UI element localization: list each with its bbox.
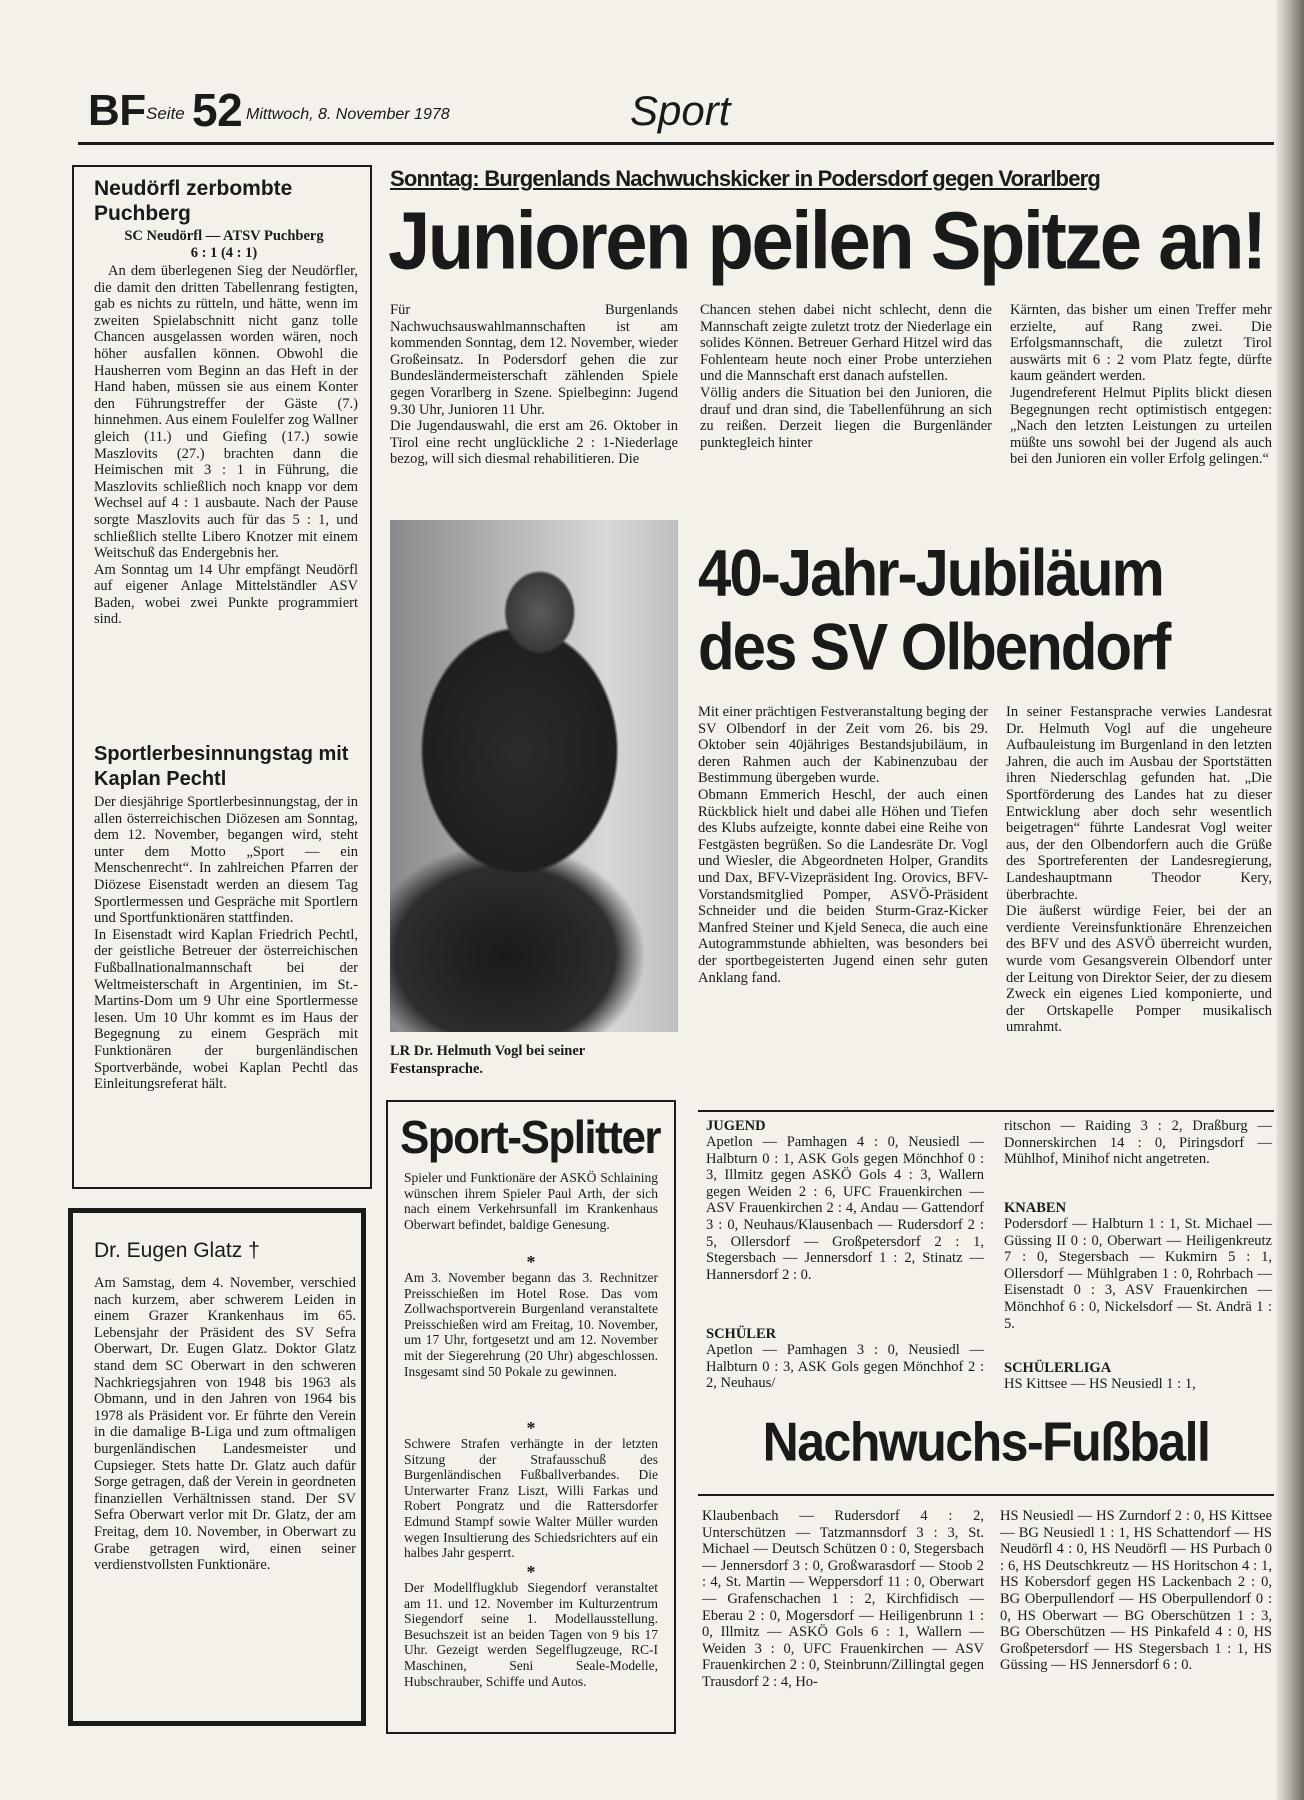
results-schueler: Apetlon — Pamhagen 3 : 0, Neusiedl — Halbturn 0 : 3, ASK Gols gegen Mönchhof 2 : 2, Neuhaus/	[706, 1342, 984, 1392]
results-top-rule	[698, 1110, 1274, 1112]
masthead-logo: BF	[88, 86, 146, 135]
splitter-separator-2: *	[526, 1418, 536, 1438]
jubilaeum-headline-1: 40-Jahr-Jubiläum	[698, 536, 1163, 610]
photo-caption: LR Dr. Helmuth Vogl bei seiner Festansprache.	[390, 1043, 585, 1077]
besinnung-title: Sportlerbesinnungstag mit Kaplan Pechtl	[94, 743, 349, 790]
junioren-col2: Chancen stehen dabei nicht schlecht, denn die Mannschaft zeigte zuletzt trotz der Niederlage ein solides Können. Betreuer Gerhard Hitzel wird das Fohlenteam heute noch einer Probe unterziehen und die Mannschaft erst danach aufstellen. Völlig anders die Situation bei den Junioren, die drauf und dran sind, die Tabellenführung an sich zu reißen. Derzeit liegen die Burgenländer punktegleich hinter	[700, 302, 992, 451]
splitter-separator-3: *	[526, 1562, 536, 1582]
masthead-page-label: Seite	[146, 104, 185, 123]
neudoerfl-match: SC Neudörfl — ATSV Puchberg	[124, 228, 324, 244]
results-schuelerliga-label: SCHÜLERLIGA	[1004, 1360, 1112, 1376]
page-edge	[1276, 0, 1304, 1800]
masthead-date: Mittwoch, 8. November 1978	[246, 106, 450, 123]
results-bottom-col1: Klaubenbach — Rudersdorf 4 : 2, Unterschützen — Tatzmannsdorf 3 : 3, St. Michael — Deutsch Schützen 0 : 0, Stegersbach — Jennersdorf 3 : 0, Großwarasdorf — Stoob 2 : 4, St. Martin — Weppersdorf 11 : 0, Oberwart — Grafenschachen 1 : 2, Kirchfidisch — Eberau 2 : 0, Mogersdorf — Heiligenbrunn 1 : 0, Illmitz — ASKÖ Gols 6 : 1, Wallern — Weiden 3 : 0, UFC Frauenkirchen — ASV Frauenkirchen 2 : 0, Steinbrunn/Zillingtal gegen Trausdorf 2 : 4, Ho-	[702, 1508, 984, 1690]
masthead-page-number: 52	[192, 84, 243, 136]
results-schueler-label: SCHÜLER	[706, 1326, 777, 1342]
glatz-title: Dr. Eugen Glatz †	[94, 1239, 260, 1262]
neudoerfl-body: An dem überlegenen Sieg der Neudörfler, die damit den dritten Tabellenrang festigten, gab es nichts zu rütteln, und hätte, wenn im zweiten Spielabschnitt nicht ganz tolle Chancen ausgelassen worden wären, noch höher ausfallen können. Obwohl die Hausherren vom Beginn an das Heft in der Hand haben, müssen sie aus einem Konter den Führungstreffer der Gäste (7.) hinnehmen. Aus einem Foulelfer zog Wallner gleich (11.) und Giefing (17.) sowie Maszlovits (27.) brachten dann die Heimischen mit 3 : 1 in Führung, die Maszlovits schließlich noch knapp vor dem Wechsel auf 4 : 1 ausbaute. Nach der Pause sorgte Maszlovits auch für das 5 : 1, und schließlich stellte Libero Knotzer mit einem Weitschuß das Endergebnis her. Am Sonntag um 14 Uhr empfängt Neudörfl auf eigener Anlage Mittelständler ASV Baden, wobei zwei Punkte programmiert sind.	[94, 263, 358, 628]
neudoerfl-title: Neudörfl zerbombte Puchberg	[94, 177, 293, 225]
results-bottom-col2: HS Neusiedl — HS Zurndorf 2 : 0, HS Kittsee — BG Neusiedl 1 : 1, HS Schattendorf — HS Neudörfl 4 : 0, HS Neudörfl — HS Purbach 0 : 6, HS Deutschkreutz — HS Horitschon 4 : 1, HS Kobersdorf gegen HS Lackenbach 2 : 0, BG Oberpullendorf — HS Oberpullendorf 0 : 0, HS Oberwart — BG Oberschützen 1 : 3, BG Oberschützen — HS Pinkafeld 4 : 0, HS Großpetersdorf — HS Stegersbach 1 : 1, HS Güssing — HS Jennersdorf 6 : 0.	[1000, 1508, 1272, 1674]
neudoerfl-score: 6 : 1 (4 : 1)	[190, 245, 258, 261]
splitter-p3: Schwere Strafen verhängte in der letzten Sitzung der Strafausschuß des Burgenländischen Fußballverbandes. Die Unterwarter Franz Liszt, Willi Farkas und Robert Pongratz und die Rattersdorfer Edmund Stampf sowie Walter Müller wurden wegen Insultierung des Schiedsrichters auf ein halbes Jahr gesperrt.	[404, 1436, 658, 1561]
photo-vogl	[390, 520, 678, 1032]
results-knaben: Podersdorf — Halbturn 1 : 1, St. Michael — Güssing II 0 : 0, Oberwart — Heiligenkreutz 7 : 0, Stegersbach — Kukmirn 5 : 1, Ollersdorf — Mühlgraben 1 : 0, Rohrbach — Eisenstadt 0 : 3, ASV Frauenkirchen — Mönchhof 6 : 0, Nickelsdorf — St. Andrä 1 : 5.	[1004, 1216, 1272, 1332]
nachwuchs-rule	[698, 1494, 1274, 1496]
jubilaeum-col1: Mit einer prächtigen Festveranstaltung beging der SV Olbendorf in der Zeit vom 26. bis 29. Oktober sein 40jähriges Bestandsjubiläum, in deren Rahmen auch der Kabinenzubau der Bestimmung übergeben wurde. Obmann Emmerich Heschl, der auch einen Rückblick hielt und dabei alle Höhen und Tiefen des Klubs aufzeigte, konnte dabei eine Reihe von Festgästen begrüßen. So die Landesräte Dr. Vogl und Wiesler, die Abgeordneten Holper, Grandits und Dax, BFV-Vizepräsident Ing. Orovics, BFV-Vorstandsmitglied Pomper, ASVÖ-Präsident Schneider und die beiden Sturm-Graz-Kicker Manfred Steiner und Kjeld Seneca, die auch eine Autogrammstunde abhielten, was besonders bei der sportbegeisterten Jugend einen sehr guten Anklang fand.	[698, 704, 988, 986]
jubilaeum-headline-2: des SV Olbendorf	[698, 610, 1170, 684]
splitter-p2: Am 3. November begann das 3. Rechnitzer Preisschießen im Hotel Rose. Das vom Zollwachsportverein Burgenland veranstaltete Preisschießen wird am Freitag, 10. November, um 17 Uhr, fortgesetzt und am 12. November mit der Siegerehrung (20 Uhr) abgeschlossen. Insgesamt sind 50 Pokale zu gewinnen.	[404, 1270, 658, 1379]
junioren-kicker: Sonntag: Burgenlands Nachwuchskicker in Podersdorf gegen Vorarlberg	[390, 166, 1101, 191]
results-col2-top: ritschon — Raiding 3 : 2, Draßburg — Donnerskirchen 14 : 0, Piringsdorf — Mühlhof, Minihof nicht angetreten.	[1004, 1118, 1272, 1168]
junioren-headline: Junioren peilen Spitze an!	[388, 194, 1265, 287]
besinnung-body: Der diesjährige Sportlerbesinnungstag, der in allen österreichischen Diözesen am Sonntag, dem 12. November, begangen wird, steht unter dem Motto „Sport — ein Menschenrecht“. In zahlreichen Pfarren der Diözese Eisenstadt werden an diesem Tag Sportlermessen und Gespräche mit Sportlern und Sportfunktionären stattfinden. In Eisenstadt wird Kaplan Friedrich Pechtl, der geistliche Betreuer der österreichischen Fußballnationalmannschaft bei der Weltmeisterschaft in Argentinien, im St.-Martins-Dom um 9 Uhr eine Sportlermesse lesen. Um 10 Uhr kommt es im Haus der Begegnung zu einem Gespräch mit Funktionären der burgenländischen Sportverbände, wobei Kaplan Pechtl das Einleitungsreferat hält.	[94, 794, 358, 1093]
results-jugend: Apetlon — Pamhagen 4 : 0, Neusiedl — Halbturn 0 : 1, ASK Gols gegen Mönchhof 0 : 3, Illmitz gegen ASKÖ Gols 4 : 3, Wallern gegen Weiden 2 : 6, UFC Frauenkirchen — ASV Frauenkirchen 2 : 4, Andau — Gattendorf 3 : 0, Neuhaus/Klausenbach — Rudersdorf 2 : 5, Ollersdorf — Großpetersdorf 2 : 1, Stegersbach — Jennersdorf 1 : 2, Stinatz — Hannersdorf 2 : 0.	[706, 1134, 984, 1283]
splitter-p4: Der Modellflugklub Siegendorf veranstaltet am 11. und 12. November im Kulturzentrum Siegendorf seine 1. Modellausstellung. Besuchszeit ist an beiden Tagen von 9 bis 17 Uhr. Gezeigt werden Segelflugzeuge, RC-I Maschinen, Seni Seale-Modelle, Hubschrauber, Schiffe und Autos.	[404, 1580, 658, 1689]
junioren-col1: Für Burgenlands Nachwuchsauswahlmannschaften ist am kommenden Sonntag, dem 12. November, wieder Großeinsatz. In Podersdorf gehen die zur Bundesländermeisterschaft zählenden Spiele gegen Vorarlberg in Szene. Spielbeginn: Jugend 9.30 Uhr, Junioren 11 Uhr. Die Jugendauswahl, die erst am 26. Oktober in Tirol eine recht unglückliche 2 : 1-Niederlage bezog, will sich diesmal rehabilitieren. Die	[390, 302, 678, 468]
results-knaben-label: KNABEN	[1004, 1200, 1067, 1216]
junioren-col3: Kärnten, das bisher um einen Treffer mehr erzielte, auf Rang zwei. Die Erfolgsmannschaft, die zuletzt Tirol auswärts mit 6 : 2 vom Platz fegte, dürfte kaum geändert werden. Jugendreferent Helmut Piplits blickt diesen Begegnungen recht optimistisch entgegen: „Nach den letzten Leistungen zu urteilen müßte uns sowohl bei der Jugend als auch bei den Junioren ein voller Erfolg gelingen.“	[1010, 302, 1272, 468]
splitter-title: Sport-Splitter	[399, 1112, 661, 1164]
glatz-body: Am Samstag, dem 4. November, verschied nach kurzem, aber schwerem Leiden in einem Grazer Krankenhaus im 65. Lebensjahr der Präsident des SV Sefra Oberwart, Dr. Eugen Glatz. Doktor Glatz stand dem SC Oberwart in den schweren Nachkriegsjahren von 1948 bis 1963 als Obmann, und in den Jahren von 1964 bis 1978 als Präsident vor. Er führte den Verein in die damalige B-Liga und zum oftmaligen burgenländischen Landesmeister und Cupsieger. Stets hatte Dr. Glatz auch dafür Sorge getragen, daß der Verein in geordneten finanziellen Verhältnissen stand. Der SV Sefra Oberwart verlor mit Dr. Glatz, der am Freitag, dem 10. November, in Oberwart zu Grabe getragen wird, einen seiner verdienstvollsten Funktionäre.	[94, 1275, 356, 1574]
masthead-rule	[78, 142, 1274, 145]
jubilaeum-col2: In seiner Festansprache verwies Landesrat Dr. Helmuth Vogl auf die ungeheure Aufbauleistung im Burgenland in den letzten Jahren, die auch im Ausbau der Sportstätten ihren Niederschlag gefunden hat. „Die Sportförderung des Landes hat zu dieser Entwicklung aber doch sehr wesentlich beigetragen“ führte Landesrat Vogl weiter aus, der den Olbendorfern auch die Grüße des Sportreferenten der Landesregierung, Landeshauptmann Theodor Kery, überbrachte. Die äußerst würdige Feier, bei der an verdiente Vereinsfunktionäre Ehrenzeichen des BFV und des ASVÖ überreicht wurden, wurde vom Gesangsverein Olbendorf unter der Leitung von Direktor Seier, der zu diesem Zweck ein eigenes Lied komponierte, und der Ortskapelle Pomper musikalisch umrahmt.	[1006, 704, 1272, 1036]
nachwuchs-headline: Nachwuchs-Fußball	[762, 1411, 1210, 1473]
results-jugend-label: JUGEND	[706, 1118, 766, 1134]
splitter-p1: Spieler und Funktionäre der ASKÖ Schlaining wünschen ihrem Spieler Paul Arth, der sich nach einem Verkehrsunfall im Krankenhaus Oberwart befindet, baldige Genesung.	[404, 1170, 658, 1232]
results-schuelerliga: HS Kittsee — HS Neusiedl 1 : 1,	[1004, 1376, 1196, 1392]
splitter-separator-1: *	[526, 1252, 536, 1272]
masthead-section: Sport	[630, 87, 731, 134]
